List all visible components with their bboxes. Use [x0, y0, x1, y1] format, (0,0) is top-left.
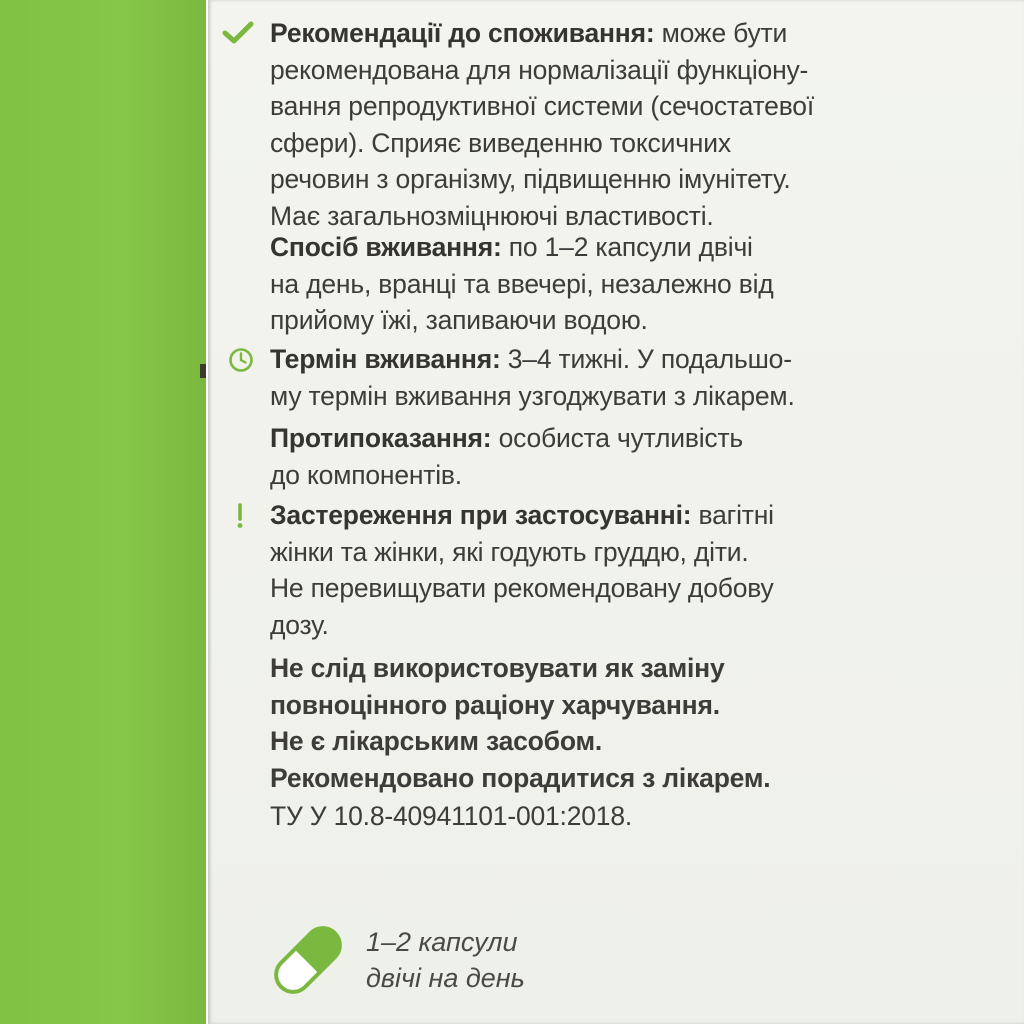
usage-line3: прийому їжі, запиваючи водою. [270, 305, 648, 335]
strip-mark [200, 364, 206, 378]
disclaimer-section [270, 650, 770, 796]
usage-heading: Спосіб вживання: [270, 232, 502, 262]
recommendations-line6: Має загальнозміцнюючі властивості. [270, 200, 714, 231]
warnings-line1: вагітні [691, 500, 774, 530]
standard-text: ТУ У 10.8-40941101-001:2018. [270, 801, 633, 831]
clock-icon [228, 347, 254, 373]
warnings-line4: дозу. [270, 609, 329, 640]
capsule-icon [262, 914, 354, 1006]
dosage-badge-text [366, 924, 525, 996]
usage-line2: на день, вранці та ввечері, незалежно від [270, 268, 774, 299]
green-side-strip [0, 0, 206, 1024]
usage-section [270, 229, 774, 339]
usage-line1: по 1–2 капсули двічі [501, 232, 753, 262]
contraindications-line2: до компонентів. [270, 459, 462, 490]
recommendations-line2: рекомендована для нормалізації функціону- [270, 54, 809, 85]
recommendations-line3: вання репродуктивної системи (сечостатевої [270, 91, 814, 121]
warnings-line3: Не перевищувати рекомендовану добову [270, 573, 774, 603]
recommendations-line4: сфери). Сприяє виведенню токсичних [270, 127, 731, 158]
warnings-heading: Застереження при застосуванні: [270, 500, 692, 530]
dosage-line1: 1–2 капсули [366, 927, 518, 957]
contraindications-line1: особиста чутливість [491, 423, 744, 453]
disclaimer-line2: повноцінного раціону харчування. [270, 689, 720, 720]
disclaimer-line1: Не слід використовувати як заміну [270, 653, 725, 683]
disclaimer-line3: Не є лікарським засобом. [270, 726, 603, 756]
recommendations-line1: може бути [654, 18, 788, 48]
disclaimer-line4: Рекомендовано порадитися з лікарем. [270, 762, 771, 793]
duration-line1: 3–4 тижні. У подальшо- [500, 344, 792, 374]
duration-section [270, 341, 795, 414]
dosage-line2: двічі на день [366, 963, 525, 993]
duration-heading: Термін вживання: [270, 344, 501, 374]
checkmark-icon [222, 20, 254, 46]
warnings-section [270, 497, 774, 643]
warnings-line2: жінки та жінки, які годують груддю, діти. [270, 536, 749, 567]
recommendations-heading: Рекомендації до споживання: [270, 18, 655, 48]
standard-code [270, 798, 632, 835]
duration-line2: му термін вживання узгоджувати з лікарем. [270, 380, 795, 411]
exclamation-icon [234, 502, 246, 530]
recommendations-line5: речовин з організму, підвищенню імунітету. [270, 164, 791, 194]
contraindications-section [270, 420, 743, 493]
contraindications-heading: Протипоказання: [270, 423, 492, 453]
recommendations-section [270, 15, 814, 234]
